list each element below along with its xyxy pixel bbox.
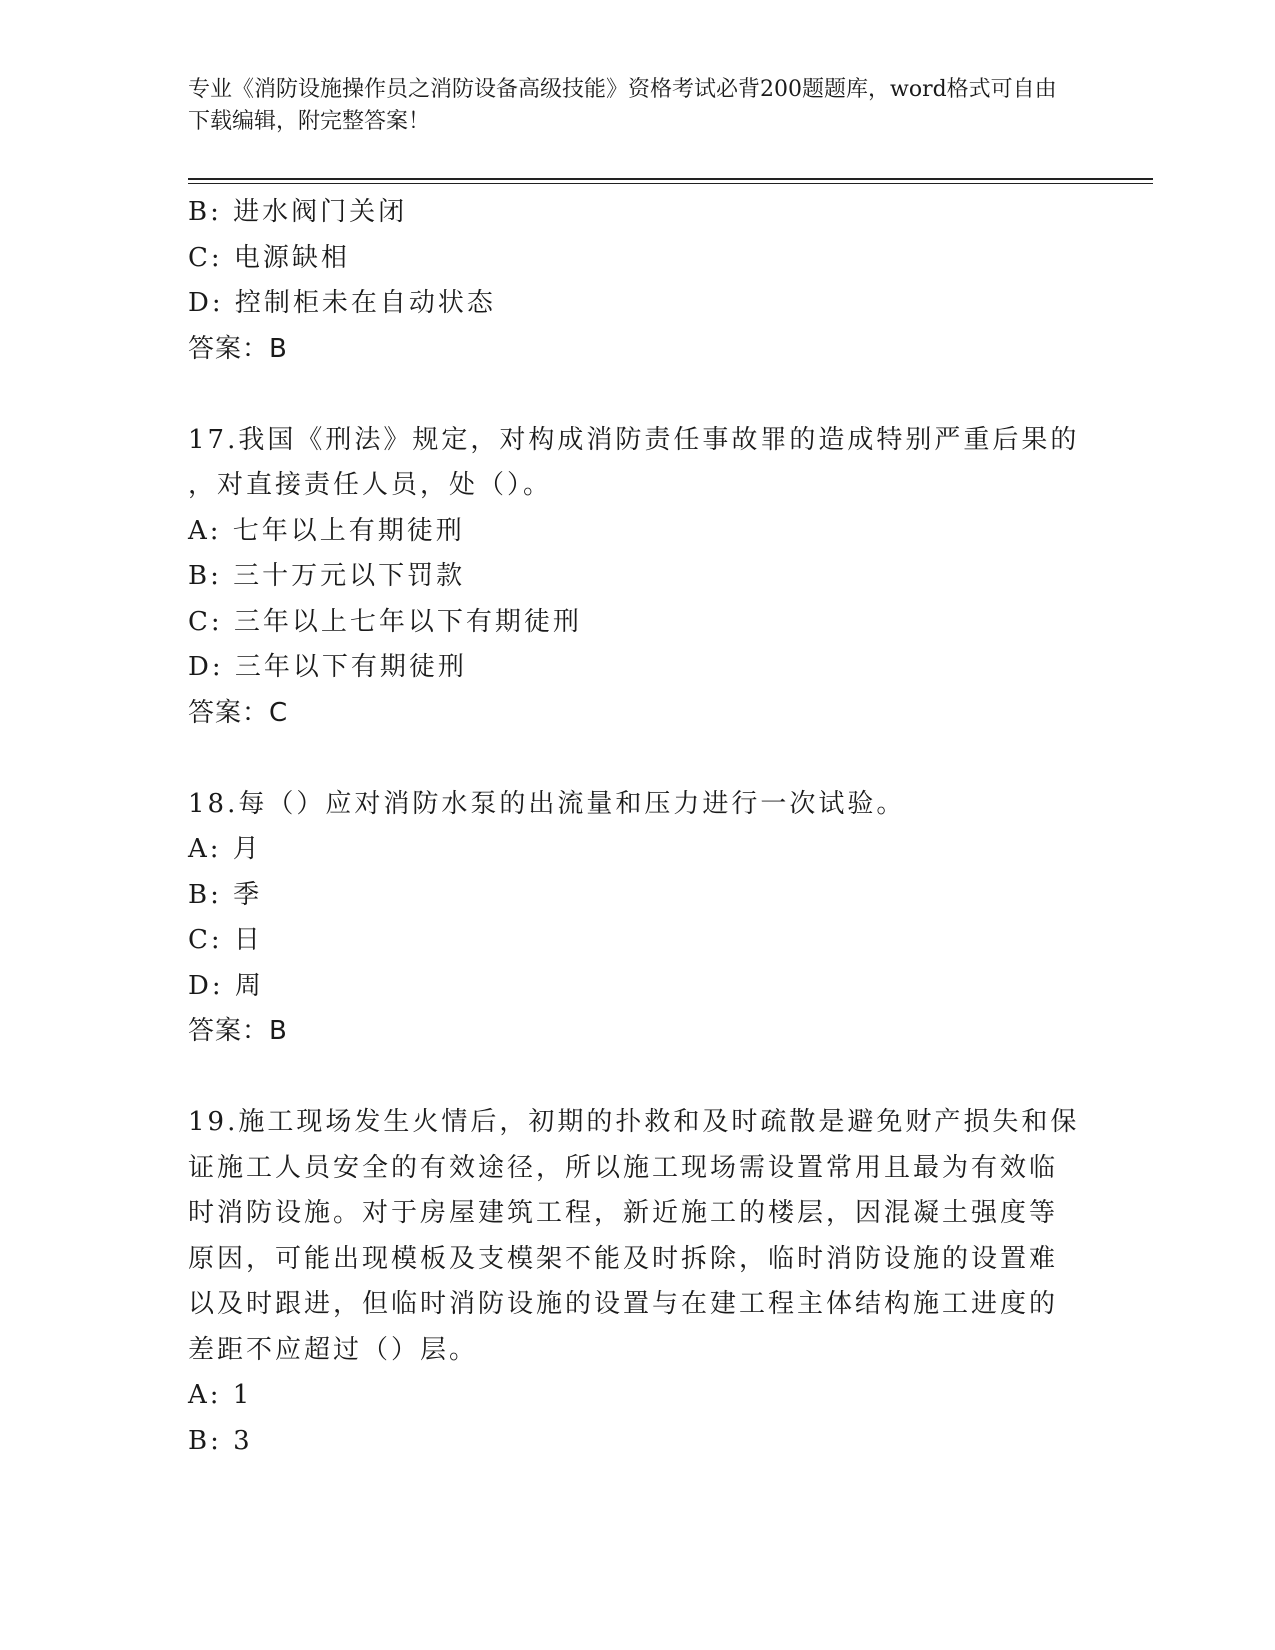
- option-a: A: 1: [188, 1380, 253, 1410]
- option-b: B: 3: [188, 1425, 253, 1456]
- question-text: 差距不应超过（）层。: [188, 1334, 479, 1365]
- answer: 答案：C: [188, 697, 289, 728]
- option-d: D: 周: [188, 970, 264, 1001]
- option-c: C: 日: [188, 925, 263, 955]
- question-text: 19.施工现场发生火情后，初期的扑救和及时疏散是避免财产损失和保: [188, 1107, 1080, 1137]
- option-c: C: 电源缺相: [188, 242, 350, 273]
- question-text: 17.我国《刑法》规定，对构成消防责任事故罪的造成特别严重后果的: [188, 424, 1080, 455]
- question-text: 18.每（）应对消防水泵的出流量和压力进行一次试验。: [188, 788, 906, 819]
- question-text: ，对直接责任人员，处（）。: [188, 470, 553, 500]
- option-c: C: 三年以上七年以下有期徒刑: [188, 606, 582, 637]
- option-b: B: 三十万元以下罚款: [188, 561, 466, 591]
- option-b: B: 进水阀门关闭: [188, 197, 408, 227]
- answer: 答案：B: [188, 1016, 288, 1046]
- question-text: 证施工人员安全的有效途径，所以施工现场需设置常用且最为有效临: [188, 1152, 1059, 1183]
- option-b: B: 季: [188, 879, 263, 910]
- question-content: [188, 190, 1088, 1464]
- option-d: D: 控制柜未在自动状态: [188, 288, 496, 318]
- header-divider: [188, 178, 1153, 180]
- document-header: 专业《消防设施操作员之消防设备高级技能》资格考试必背200题题库，word格式可自由下载编辑，附完整答案！: [188, 77, 1057, 134]
- question-text: 时消防设施。对于房屋建筑工程，新近施工的楼层，因混凝土强度等: [188, 1198, 1059, 1228]
- option-a: A: 七年以上有期徒刑: [188, 515, 465, 546]
- question-16: [188, 190, 1088, 372]
- question-18: [188, 782, 1088, 1055]
- question-19: [188, 1100, 1088, 1464]
- question-17: [188, 418, 1088, 737]
- question-text: 原因，可能出现模板及支模架不能及时拆除，临时消防设施的设置难: [188, 1243, 1059, 1274]
- header-divider-thin: [188, 183, 1153, 184]
- question-text: 以及时跟进，但临时消防设施的设置与在建工程主体结构施工进度的: [188, 1289, 1059, 1319]
- answer: 答案：B: [188, 333, 288, 364]
- option-d: D: 三年以下有期徒刑: [188, 652, 467, 682]
- option-a: A: 月: [188, 834, 262, 864]
